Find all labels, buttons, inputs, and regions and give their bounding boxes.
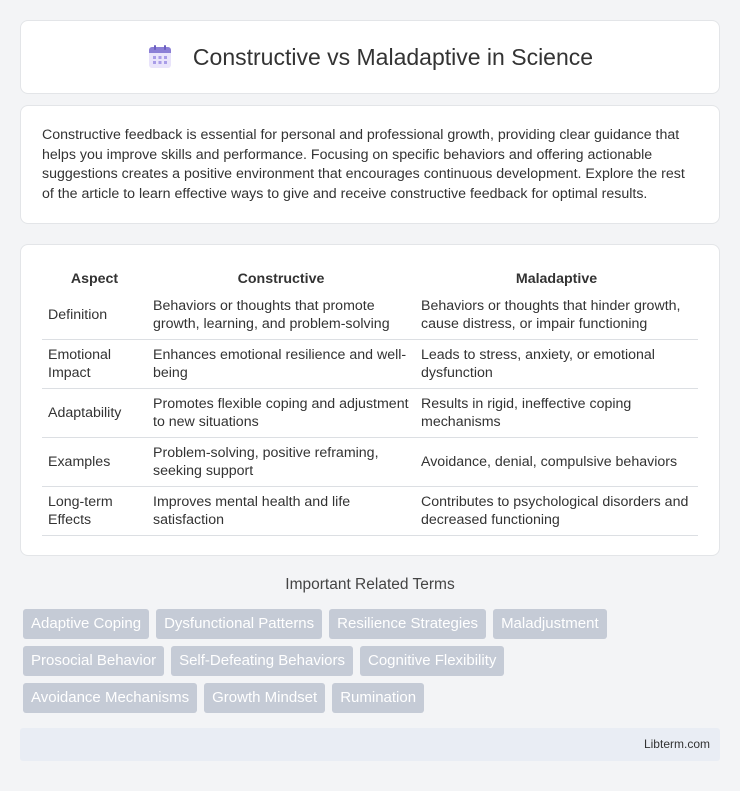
- table-header-aspect: Aspect: [70, 270, 119, 287]
- table-cell-aspect: Examples: [42, 438, 147, 487]
- comparison-table: [42, 265, 698, 536]
- table-cell-constructive: Improves mental health and life satisfaction: [147, 487, 415, 536]
- table-cell-aspect: Definition: [42, 291, 147, 340]
- calendar-icon: [147, 44, 173, 70]
- tag-resilience-strategies[interactable]: Resilience Strategies: [329, 609, 486, 639]
- table-cell-aspect: Adaptability: [42, 389, 147, 438]
- tag-row: [23, 683, 723, 713]
- tag-self-defeating-behaviors[interactable]: Self-Defeating Behaviors: [171, 646, 353, 676]
- header-card: [20, 20, 720, 94]
- table-cell-constructive: Problem-solving, positive reframing, seeking support: [147, 438, 415, 487]
- table-cell-constructive: Behaviors or thoughts that promote growth, learning, and problem-solving: [147, 291, 415, 340]
- table-row: [42, 487, 698, 536]
- footer: [20, 728, 720, 761]
- table-cell-maladaptive: Leads to stress, anxiety, or emotional dysfunction: [415, 340, 698, 389]
- tag-prosocial-behavior[interactable]: Prosocial Behavior: [23, 646, 164, 676]
- table-row: [42, 340, 698, 389]
- table-cell-aspect: Emotional Impact: [42, 340, 147, 389]
- tag-maladjustment[interactable]: Maladjustment: [493, 609, 607, 639]
- intro-text: Constructive feedback is essential for personal and professional growth, providing clear guidance that helps you improve skills and performance. Focusing on specific behaviors and offering actionable suggestions creates a positive environment that encourages continuous development. Explore the rest of the article to learn effective ways to give and receive constructive feedback for optimal results.: [42, 127, 685, 202]
- tag-avoidance-mechanisms[interactable]: Avoidance Mechanisms: [23, 683, 197, 713]
- table-header-maladaptive: Maladaptive: [515, 270, 598, 287]
- table-cell-maladaptive: Results in rigid, ineffective coping mechanisms: [415, 389, 698, 438]
- tag-adaptive-coping[interactable]: Adaptive Coping: [23, 609, 149, 639]
- tag-rumination[interactable]: Rumination: [332, 683, 424, 713]
- table-row: [42, 291, 698, 340]
- table-cell-constructive: Promotes flexible coping and adjustment to new situations: [147, 389, 415, 438]
- related-terms-tags: [23, 609, 723, 720]
- table-cell-aspect: Long-term Effects: [42, 487, 147, 536]
- tag-cognitive-flexibility[interactable]: Cognitive Flexibility: [360, 646, 504, 676]
- table-header-row: [42, 265, 698, 291]
- table-cell-maladaptive: Behaviors or thoughts that hinder growth, cause distress, or impair functioning: [415, 291, 698, 340]
- page-title: Constructive vs Maladaptive in Science: [192, 43, 594, 70]
- tag-row: [23, 646, 723, 676]
- table-header-constructive: Constructive: [237, 270, 325, 287]
- tag-row: [23, 609, 723, 639]
- related-terms-title: Important Related Terms: [285, 576, 455, 593]
- table-cell-maladaptive: Contributes to psychological disorders and decreased functioning: [415, 487, 698, 536]
- comparison-table-card: [20, 244, 720, 556]
- intro-card: [20, 105, 720, 224]
- tag-dysfunctional-patterns[interactable]: Dysfunctional Patterns: [156, 609, 322, 639]
- table-cell-maladaptive: Avoidance, denial, compulsive behaviors: [415, 438, 698, 487]
- footer-site-link[interactable]: Libterm.com: [643, 737, 710, 751]
- table-cell-constructive: Enhances emotional resilience and well-being: [147, 340, 415, 389]
- table-row: [42, 389, 698, 438]
- tag-growth-mindset[interactable]: Growth Mindset: [204, 683, 325, 713]
- table-row: [42, 438, 698, 487]
